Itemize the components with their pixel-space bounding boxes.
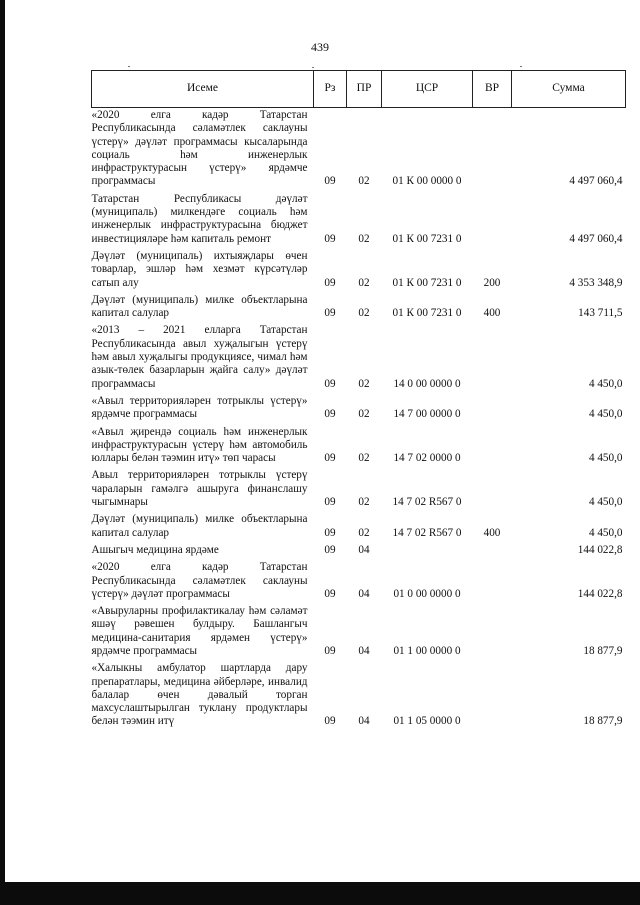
row-pr: 02 [358, 175, 370, 188]
scan-speck [312, 67, 314, 68]
row-vr [473, 543, 512, 560]
row-sum: 4 497 060,4 [569, 175, 623, 188]
row-name: «2020 елга кадәр Татарстан Республикасында сәламәтлек саклауны үстерү» дәүләт программасы [91, 561, 308, 600]
row-sum: 4 450,0 [588, 452, 623, 465]
table-row [92, 543, 626, 560]
table-row [92, 323, 626, 393]
row-sum: 4 450,0 [588, 408, 623, 421]
row-csr: 14 0 00 0000 0 [393, 377, 461, 390]
row-name: Дәүләт (муниципаль) милке объектларына капитал салулар [91, 293, 308, 320]
row-name: Татарстан Республикасы дәүләт (муниципаль) милкендәге социаль һәм инженерлык инфраструктурасына бюджет инвестицияләре һәм капиталь ремонт [91, 192, 308, 245]
row-pr: 02 [358, 276, 370, 289]
row-name: Дәүләт (муниципаль) милке объектларына капитал салулар [91, 513, 308, 539]
header-pr: ПР [347, 71, 382, 108]
row-pr: 04 [358, 587, 370, 600]
row-pr: 02 [358, 452, 370, 465]
row-pr: 02 [358, 377, 370, 390]
table-row [92, 192, 626, 249]
table-row [92, 249, 626, 293]
row-csr: 14 7 02 R567 0 [392, 496, 462, 509]
row-name: Ашыгыч медицина ярдәме [91, 543, 219, 556]
row-rz: 09 [324, 175, 336, 188]
row-csr: 14 7 02 0000 0 [393, 452, 461, 465]
row-rz: 09 [324, 587, 336, 600]
row-name: «Авыруларны профилактикалау һәм сәламәт яшәү рәвешен булдыру. Башлангыч медицина-санитария ярдәмен үстерү» ярдәмче программасы [91, 605, 308, 657]
row-vr: 200 [483, 276, 501, 289]
row-rz: 09 [324, 307, 336, 320]
header-sum: Сумма [512, 71, 626, 108]
scan-speck [520, 66, 522, 67]
table-row [92, 560, 626, 604]
row-rz: 09 [324, 452, 336, 465]
table-body [92, 108, 626, 732]
table-row [92, 604, 626, 661]
page-number: 439 [311, 40, 329, 54]
row-vr: 400 [483, 526, 501, 539]
row-sum: 18 877,9 [583, 644, 623, 657]
row-csr: 01 К 00 7231 0 [392, 307, 462, 320]
row-vr [473, 425, 512, 469]
row-csr [382, 543, 473, 560]
row-rz: 09 [324, 543, 336, 556]
table-row [92, 293, 626, 324]
row-pr: 02 [358, 496, 370, 509]
row-rz: 09 [324, 276, 336, 289]
row-vr: 400 [483, 307, 501, 320]
header-csr: ЦСР [382, 71, 473, 108]
row-csr: 01 1 05 0000 0 [393, 715, 461, 728]
header-vr: ВР [473, 71, 512, 108]
row-csr: 14 7 00 0000 0 [393, 408, 461, 421]
table-row [92, 108, 626, 192]
row-sum: 4 353 348,9 [569, 276, 623, 289]
row-csr: 14 7 02 R567 0 [392, 526, 462, 539]
row-pr: 04 [358, 644, 370, 657]
row-rz: 09 [324, 377, 336, 390]
row-csr: 01 1 00 0000 0 [393, 644, 461, 657]
row-name: Дәүләт (муниципаль) ихтыяҗлары өчен товарлар, эшләр һәм хезмәт күрсәтүләр сатып алу [91, 249, 308, 289]
budget-table [91, 70, 626, 732]
table-row [92, 468, 626, 512]
row-rz: 09 [324, 496, 336, 509]
row-pr: 04 [358, 543, 370, 556]
row-sum: 4 450,0 [588, 526, 623, 539]
row-sum: 4 450,0 [588, 377, 623, 390]
row-sum: 4 450,0 [588, 496, 623, 509]
header-rz: Рз [314, 71, 347, 108]
row-sum: 18 877,9 [583, 715, 623, 728]
row-pr: 02 [358, 408, 370, 421]
row-vr [473, 604, 512, 661]
row-name: «2013 – 2021 елларга Татарстан Республикасында авыл хуҗалыгын үстерү һәм авыл хуҗалыгы продукциясе, чимал һәм азык-төлек базарларын җайга салу» дәүләт программасы [91, 324, 308, 390]
row-sum: 4 497 060,4 [569, 232, 623, 245]
row-name: «Халыкны амбулатор шартларда дару препаратлары, медицина әйберләре, инвалид балалар өчен дәвалый торган махсуслаштырылган туклану продуктлары белән тәэмин итү [91, 662, 308, 728]
row-name: Авыл территорияләрен тотрыклы үстерү чараларын гамәлгә ашыруга финанслашу чыгымнары [91, 469, 308, 509]
row-name: «Авыл территорияләрен тотрыклы үстерү» ярдәмче программасы [91, 394, 308, 421]
row-rz: 09 [324, 408, 336, 421]
row-sum: 144 022,8 [577, 587, 623, 600]
row-rz: 09 [324, 232, 336, 245]
table-row [92, 425, 626, 469]
row-vr [473, 323, 512, 393]
row-pr: 02 [358, 232, 370, 245]
table-header [92, 71, 626, 108]
row-sum: 144 022,8 [577, 543, 623, 556]
table-row [92, 394, 626, 425]
row-vr [473, 192, 512, 249]
row-name: «2020 елга кадәр Татарстан Республикасында сәламәтлек саклауны үстерү» дәүләт программасы кысаларында социаль һәм инженерлык инфраструктурасын үстерү» ярдәмче программасы [91, 109, 308, 188]
row-vr [473, 108, 512, 192]
row-csr: 01 К 00 0000 0 [392, 175, 462, 188]
row-vr [473, 468, 512, 512]
row-rz: 09 [324, 715, 336, 728]
table-row [92, 512, 626, 543]
row-csr: 01 К 00 7231 0 [392, 276, 462, 289]
scan-bottom-edge [0, 882, 640, 905]
header-name: Исеме [92, 71, 314, 108]
scan-left-edge [0, 0, 5, 905]
row-csr: 01 К 00 7231 0 [392, 232, 462, 245]
row-pr: 04 [358, 715, 370, 728]
scan-speck [128, 66, 130, 67]
row-sum: 143 711,5 [578, 307, 623, 320]
row-vr [473, 661, 512, 731]
row-name: «Авыл җирендә социаль һәм инженерлык инфраструктурасын үстерү һәм автомобиль юллары белән тәэмин итү» төп чарасы [91, 425, 308, 465]
row-pr: 02 [358, 526, 370, 539]
row-rz: 09 [324, 526, 336, 539]
row-csr: 01 0 00 0000 0 [393, 587, 461, 600]
row-rz: 09 [324, 644, 336, 657]
row-vr [473, 394, 512, 425]
row-vr [473, 560, 512, 604]
row-pr: 02 [358, 307, 370, 320]
table-row [92, 661, 626, 731]
